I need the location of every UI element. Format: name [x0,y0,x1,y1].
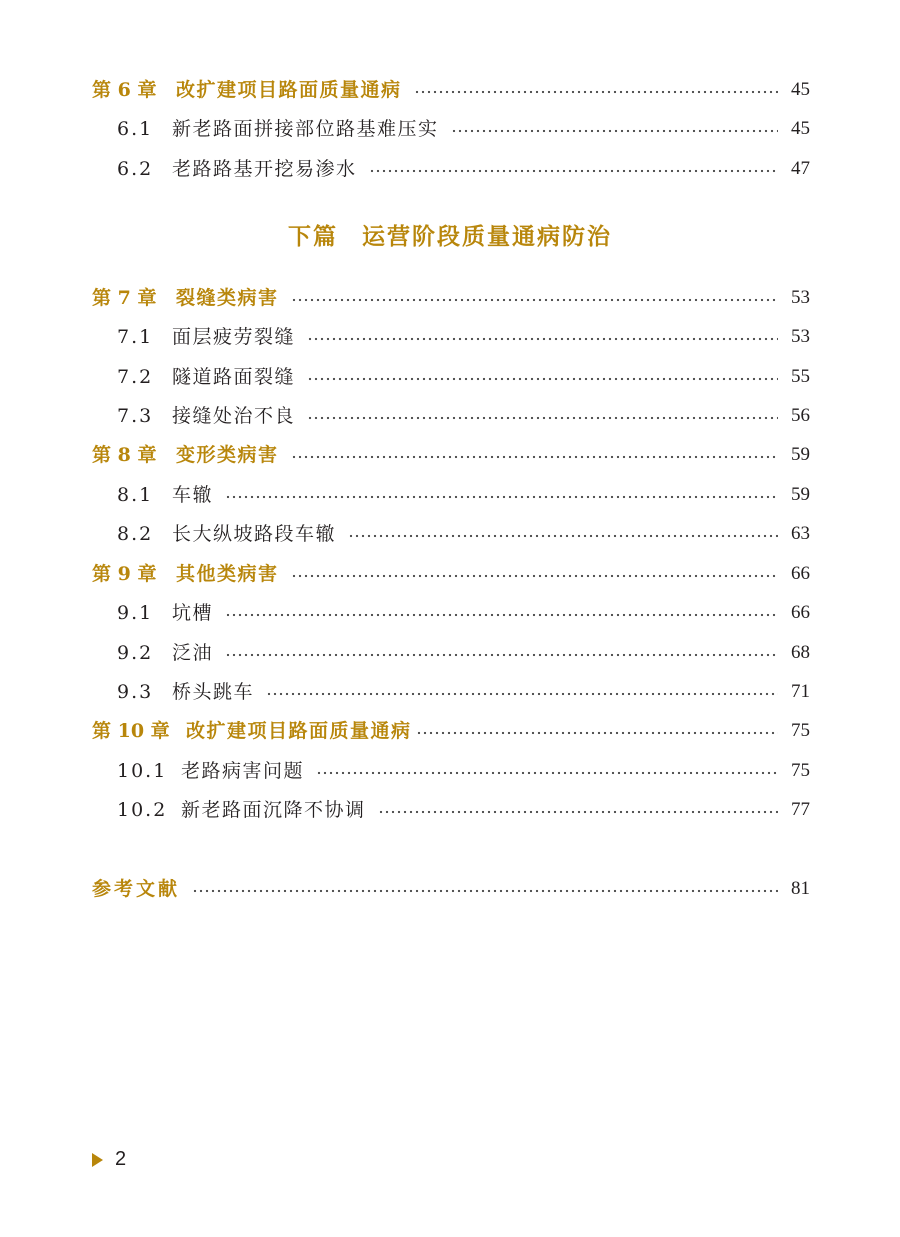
toc-section-6-2[interactable] [117,155,810,183]
section-number: 9.2 [117,642,154,664]
chapter-number: 第 9 章 [92,563,157,585]
triangle-marker-icon [92,1153,103,1167]
dot-leader [414,89,778,95]
chapter-number: 第 6 章 [92,79,157,101]
section-number: 6.1 [117,118,154,140]
toc-chapter-10[interactable] [92,717,810,745]
page-number: 77 [791,799,810,820]
page-number: 55 [791,366,810,387]
toc-section-7-3[interactable] [117,402,810,430]
toc-section-9-2[interactable] [117,639,810,667]
chapter-title: 改扩建项目路面质量通病 [176,79,402,101]
page-number: 47 [791,158,810,179]
dot-leader [451,128,778,134]
dot-leader [225,612,778,618]
chapter-number: 第 10 章 [92,720,170,742]
chapter-title: 其他类病害 [176,563,279,585]
dot-leader [307,376,778,382]
dot-leader [416,730,778,736]
toc-chapter-7[interactable] [92,284,810,312]
section-title: 泛油 [172,642,214,664]
section-title: 面层疲劳裂缝 [172,326,296,348]
page-number: 75 [791,720,810,741]
dot-leader [369,168,778,174]
references-title: 参考文献 [92,878,181,900]
dot-leader [378,809,778,815]
toc-section-7-2[interactable] [117,363,810,391]
section-title: 隧道路面裂缝 [172,366,296,388]
toc-section-9-1[interactable] [117,599,810,627]
section-title: 新老路面沉降不协调 [181,799,366,821]
toc-chapter-9[interactable] [92,560,810,588]
section-number: 9.1 [117,602,154,624]
dot-leader [307,415,778,421]
section-title: 桥头跳车 [172,681,255,703]
page-number: 71 [791,681,810,702]
dot-leader [291,297,778,303]
page-number: 56 [791,405,810,426]
toc-section-7-1[interactable] [117,323,810,351]
page-number: 59 [791,484,810,505]
section-number: 6.2 [117,158,154,180]
toc-section-8-1[interactable] [117,481,810,509]
dot-leader [291,454,778,460]
page-number: 81 [791,878,810,899]
section-number: 9.3 [117,681,154,703]
part-heading [0,218,900,251]
section-number: 7.2 [117,366,154,388]
chapter-title: 裂缝类病害 [176,287,279,309]
chapter-title: 改扩建项目路面质量通病 [186,720,412,742]
section-title: 长大纵坡路段车辙 [172,523,337,545]
chapter-number: 第 7 章 [92,287,157,309]
section-title: 新老路面拼接部位路基难压实 [172,118,439,140]
dot-leader [291,573,778,579]
toc-chapter-8[interactable] [92,441,810,469]
section-number: 7.3 [117,405,154,427]
toc-section-10-2[interactable] [117,796,810,824]
section-title: 老路病害问题 [181,760,305,782]
dot-leader [348,533,778,539]
chapter-title: 变形类病害 [176,444,279,466]
page-number: 75 [791,760,810,781]
dot-leader [266,691,778,697]
section-number: 10.2 [117,799,168,821]
page-number: 53 [791,326,810,347]
toc-chapter-6[interactable] [92,76,810,104]
toc-section-8-2[interactable] [117,520,810,548]
folio-page-number: 2 [115,1148,127,1170]
toc-section-6-1[interactable] [117,115,810,143]
toc-section-10-1[interactable] [117,757,810,785]
section-title: 坑槽 [172,602,214,624]
page-number: 66 [791,563,810,584]
chapter-number: 第 8 章 [92,444,157,466]
page-number: 45 [791,79,810,100]
page-number: 59 [791,444,810,465]
section-title: 老路路基开挖易渗水 [172,158,357,180]
toc-section-9-3[interactable] [117,678,810,706]
part-title: 运营阶段质量通病防治 [362,223,612,250]
section-title: 车辙 [172,484,214,506]
dot-leader [316,770,778,776]
toc-references[interactable] [92,875,810,903]
section-number: 8.2 [117,523,154,545]
folio [92,1148,126,1171]
section-title: 接缝处治不良 [172,405,296,427]
section-number: 7.1 [117,326,154,348]
dot-leader [307,336,778,342]
section-number: 8.1 [117,484,154,506]
dot-leader [225,494,778,500]
page-number: 66 [791,602,810,623]
section-number: 10.1 [117,760,168,782]
part-label: 下篇 [288,223,338,250]
page-number: 53 [791,287,810,308]
dot-leader [192,888,778,894]
page-number: 45 [791,118,810,139]
dot-leader [225,652,778,658]
page-number: 63 [791,523,810,544]
page-number: 68 [791,642,810,663]
